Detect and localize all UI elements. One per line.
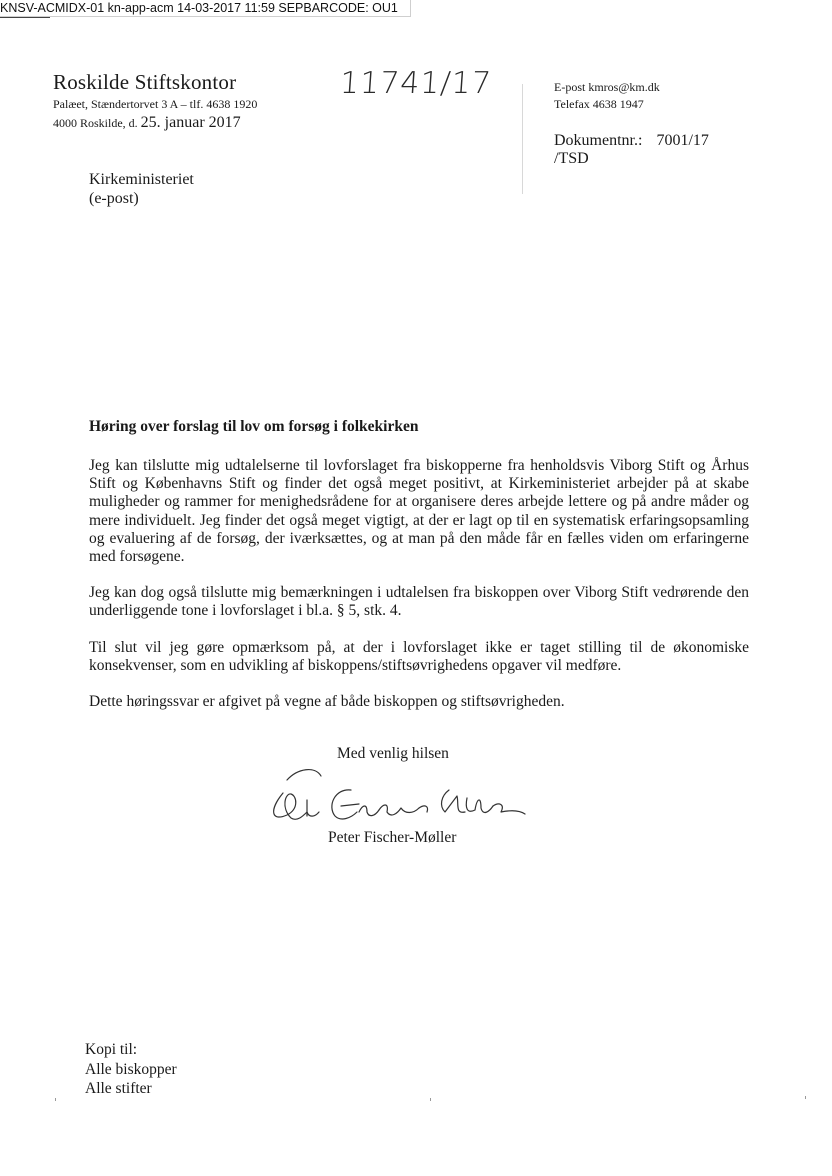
copy-label: Kopi til: bbox=[85, 1041, 138, 1058]
document-initials: /TSD bbox=[554, 150, 589, 167]
copy-recipient: Alle biskopper bbox=[85, 1060, 177, 1078]
document-number: 7001/17 bbox=[656, 132, 709, 149]
contact-email: E-post kmros@km.dk bbox=[554, 80, 660, 94]
recipient-via: (e-post) bbox=[89, 190, 139, 207]
sender-city-date bbox=[53, 114, 333, 132]
body-paragraph: Jeg kan dog også tilslutte mig bemærkningen i udtalelsen fra biskoppen over Viborg Stift vedrørende den underliggende tone i lovforslaget i bl.a. § 5, stk. 4. bbox=[89, 584, 749, 620]
sender-block bbox=[53, 70, 333, 132]
recipient-name: Kirkeministeriet bbox=[89, 171, 194, 188]
body-paragraph: Jeg kan tilslutte mig udtalelserne til lovforslaget fra biskopperne fra henholdsvis Viborg Stift og Århus Stift og Københavns Stift og finder det også meget positivt, at Kirkeministeriet arbejder på at skabe muligheder og rammer for menighedsrådene for at organisere deres arbejde lettere og på andre måder og mere individuelt. Jeg finder det også meget vigtigt, at der er lagt op til en systematisk erfaringsopsamling og evaluering af de forsøg, der iværksættes, og at man på den måde får en fælles viden om erfaringerne med forsøgene. bbox=[89, 457, 749, 566]
body-paragraph: Dette høringssvar er afgivet på vegne af både biskoppen og stiftsøvrigheden. bbox=[89, 693, 565, 711]
document-number-label: Dokumentnr.: bbox=[554, 132, 643, 149]
body-paragraph: Til slut vil jeg gøre opmærksom på, at der i lovforslaget ikke er taget stilling til de økonomiske konsekvenser, som en udvikling af biskoppens/stiftsøvrighedens opgaver vil medføre. bbox=[89, 638, 749, 674]
copy-recipient: Alle stifter bbox=[85, 1080, 152, 1097]
scan-speck bbox=[430, 1098, 431, 1101]
handwritten-journal-number: 11741/17 bbox=[338, 66, 493, 101]
closing-phrase: Med venlig hilsen bbox=[337, 745, 449, 762]
scan-speck bbox=[805, 1096, 806, 1099]
scan-speck bbox=[55, 1098, 56, 1101]
letter-date: 25. januar 2017 bbox=[140, 114, 241, 131]
recipient-block bbox=[89, 170, 194, 208]
sender-name: Roskilde Stiftskontor bbox=[53, 70, 237, 94]
letter-body bbox=[89, 457, 749, 729]
contact-fax: Telefax 4638 1947 bbox=[554, 97, 644, 111]
fax-header-line: KNSV-ACMIDX-01 kn-app-acm 14-03-2017 11:59 SEPBARCODE: OU1 bbox=[0, 0, 411, 17]
sender-city: 4000 Roskilde, d. bbox=[53, 116, 138, 130]
letter-subject: Høring over forslag til lov om forsøg i folkekirken bbox=[89, 418, 419, 435]
margin-rule bbox=[522, 84, 523, 194]
fax-header-underline bbox=[0, 17, 50, 18]
signer-name: Peter Fischer-Møller bbox=[328, 829, 457, 846]
handwritten-signature bbox=[263, 760, 528, 835]
contact-block bbox=[554, 79, 660, 113]
sender-address: Palæet, Stændertorvet 3 A – tlf. 4638 1920 bbox=[53, 97, 258, 111]
copy-block bbox=[85, 1040, 177, 1099]
document-reference bbox=[554, 132, 709, 168]
